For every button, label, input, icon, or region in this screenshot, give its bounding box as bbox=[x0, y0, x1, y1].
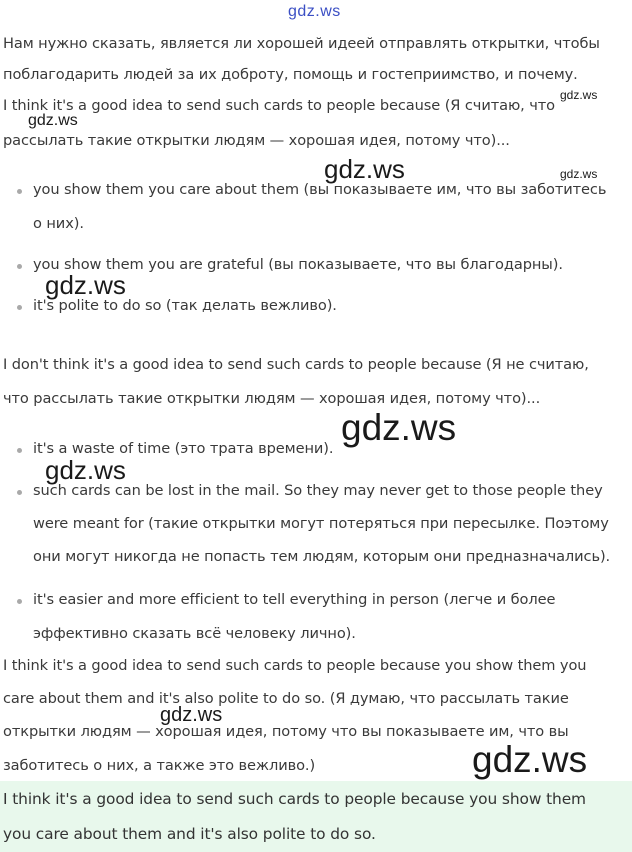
watermark: gdz.ws bbox=[560, 88, 598, 102]
intro-line-1: Нам нужно сказать, является ли хорошей идеей отправлять открытки, чтобы bbox=[3, 35, 600, 52]
positive-lead-line-2: рассылать такие открытки людям — хорошая идея, потому что)... bbox=[3, 132, 510, 149]
answer-line-1: I think it's a good idea to send such cards to people because you show them bbox=[3, 790, 586, 808]
watermark: gdz.ws bbox=[45, 270, 126, 300]
bullet-dot bbox=[17, 189, 22, 194]
positive-lead-line-1: I think it's a good idea to send such cards to people because (Я считаю, что bbox=[3, 97, 555, 114]
watermark: gdz.ws bbox=[472, 739, 588, 780]
conclusion-line-2: care about them and it's also polite to do so. (Я думаю, что рассылать такие bbox=[3, 690, 569, 707]
negative-lead-line-1: I don't think it's a good idea to send such cards to people because (Я не считаю, bbox=[3, 356, 589, 373]
positive-bullet-2: you show them you are grateful (вы показываете, что вы благодарны). bbox=[33, 256, 563, 273]
bullet-dot bbox=[17, 264, 22, 269]
negative-bullet-2-line-2: were meant for (такие открытки могут потеряться при пересылке. Поэтому bbox=[33, 515, 609, 532]
watermark: gdz.ws bbox=[341, 407, 457, 448]
bullet-dot bbox=[17, 490, 22, 495]
watermark: gdz.ws bbox=[45, 455, 126, 485]
conclusion-line-1: I think it's a good idea to send such cards to people because you show them you bbox=[3, 657, 587, 674]
negative-bullet-3-line-2: эффективно сказать всё человеку лично). bbox=[33, 625, 356, 642]
negative-bullet-2-line-1: such cards can be lost in the mail. So they may never get to those people they bbox=[33, 482, 603, 499]
intro-line-2: поблагодарить людей за их доброту, помощь и гостеприимство, и почему. bbox=[3, 66, 578, 83]
negative-bullet-2-line-3: они могут никогда не попасть тем людям, которым они предназначались). bbox=[33, 548, 611, 565]
site-watermark-top[interactable]: gdz.ws bbox=[288, 3, 341, 20]
watermark: gdz.ws bbox=[324, 154, 405, 184]
conclusion-line-4: заботитесь о них, а также это вежливо.) bbox=[3, 757, 316, 774]
watermark: gdz.ws bbox=[160, 704, 223, 726]
negative-bullet-3-line-1: it's easier and more efficient to tell everything in person (легче и более bbox=[33, 591, 556, 608]
answer-line-2: you care about them and it's also polite to do so. bbox=[3, 825, 376, 843]
watermark: gdz.ws bbox=[560, 167, 598, 181]
conclusion-line-3: открытки людям — хорошая идея, потому что вы показываете им, что вы bbox=[3, 723, 569, 740]
bullet-dot bbox=[17, 599, 22, 604]
bullet-dot bbox=[17, 305, 22, 310]
watermark: gdz.ws bbox=[28, 112, 78, 129]
positive-bullet-3: it's polite to do so (так делать вежливо). bbox=[33, 297, 337, 314]
negative-lead-line-2: что рассылать такие открытки людям — хорошая идея, потому что)... bbox=[3, 390, 541, 407]
positive-bullet-1-line-2: о них). bbox=[33, 215, 84, 232]
bullet-dot bbox=[17, 448, 22, 453]
negative-bullet-1: it's a waste of time (это трата времени). bbox=[33, 440, 334, 457]
positive-bullet-1-line-1: you show them you care about them (вы показываете им, что вы заботитесь bbox=[33, 181, 607, 198]
